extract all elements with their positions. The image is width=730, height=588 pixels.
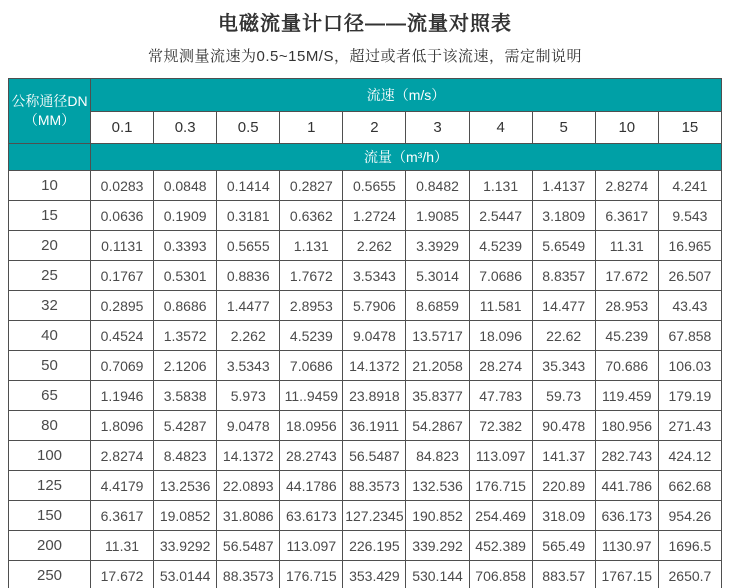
flow-value-cell: 106.03 xyxy=(658,351,721,381)
velocity-value-cell: 4 xyxy=(469,112,532,144)
flow-value-cell: 11.581 xyxy=(469,291,532,321)
dn-cell: 50 xyxy=(9,351,91,381)
flow-value-cell: 0.0283 xyxy=(91,171,154,201)
flow-value-cell: 35.343 xyxy=(532,351,595,381)
flow-value-cell: 70.686 xyxy=(595,351,658,381)
flow-value-cell: 11.31 xyxy=(91,531,154,561)
flow-value-cell: 14.477 xyxy=(532,291,595,321)
velocity-value-cell: 10 xyxy=(595,112,658,144)
dn-corner-header-line1: 公称通径DN xyxy=(11,93,88,110)
flow-value-cell: 22.62 xyxy=(532,321,595,351)
flow-value-cell: 318.09 xyxy=(532,501,595,531)
flow-value-cell: 36.1911 xyxy=(343,411,406,441)
flow-value-cell: 0.4524 xyxy=(91,321,154,351)
flow-value-cell: 63.6173 xyxy=(280,501,343,531)
flow-value-cell: 4.241 xyxy=(658,171,721,201)
flow-value-cell: 226.195 xyxy=(343,531,406,561)
flow-value-cell: 636.173 xyxy=(595,501,658,531)
flow-value-cell: 0.5655 xyxy=(217,231,280,261)
flow-value-cell: 45.239 xyxy=(595,321,658,351)
flow-value-cell: 3.5343 xyxy=(217,351,280,381)
flow-value-cell: 441.786 xyxy=(595,471,658,501)
flow-rate-table xyxy=(8,78,722,588)
velocity-values-row xyxy=(9,112,722,144)
dn-cell: 200 xyxy=(9,531,91,561)
flow-value-cell: 565.49 xyxy=(532,531,595,561)
table-row xyxy=(9,261,722,291)
flow-value-cell: 662.68 xyxy=(658,471,721,501)
flow-value-cell: 17.672 xyxy=(595,261,658,291)
flow-value-cell: 176.715 xyxy=(280,561,343,588)
flow-value-cell: 2650.7 xyxy=(658,561,721,588)
flow-value-cell: 44.1786 xyxy=(280,471,343,501)
flow-value-cell: 0.5655 xyxy=(343,171,406,201)
flow-value-cell: 282.743 xyxy=(595,441,658,471)
flow-value-cell: 132.536 xyxy=(406,471,469,501)
flow-value-cell: 28.2743 xyxy=(280,441,343,471)
flow-value-cell: 254.469 xyxy=(469,501,532,531)
dn-cell: 100 xyxy=(9,441,91,471)
flow-value-cell: 31.8086 xyxy=(217,501,280,531)
flow-value-cell: 6.3617 xyxy=(91,501,154,531)
table-row xyxy=(9,291,722,321)
table-row xyxy=(9,171,722,201)
flow-value-cell: 11..9459 xyxy=(280,381,343,411)
flow-value-cell: 28.953 xyxy=(595,291,658,321)
dn-cell: 20 xyxy=(9,231,91,261)
dn-cell: 25 xyxy=(9,261,91,291)
dn-corner-header-line2: （MM） xyxy=(23,112,76,128)
flow-value-cell: 11.31 xyxy=(595,231,658,261)
flow-value-cell: 127.2345 xyxy=(343,501,406,531)
flow-value-cell: 18.096 xyxy=(469,321,532,351)
flow-value-cell: 2.8274 xyxy=(91,441,154,471)
flow-value-cell: 13.2536 xyxy=(154,471,217,501)
table-row xyxy=(9,501,722,531)
flow-value-cell: 26.507 xyxy=(658,261,721,291)
flow-value-cell: 14.1372 xyxy=(343,351,406,381)
table-row xyxy=(9,351,722,381)
table-row xyxy=(9,561,722,588)
flow-value-cell: 220.89 xyxy=(532,471,595,501)
flow-value-cell: 0.8836 xyxy=(217,261,280,291)
flow-value-cell: 954.26 xyxy=(658,501,721,531)
flow-value-cell: 9.543 xyxy=(658,201,721,231)
flow-value-cell: 113.097 xyxy=(469,441,532,471)
flow-value-cell: 179.19 xyxy=(658,381,721,411)
flow-value-cell: 35.8377 xyxy=(406,381,469,411)
flow-value-cell: 271.43 xyxy=(658,411,721,441)
flow-value-cell: 43.43 xyxy=(658,291,721,321)
flow-value-cell: 1.4477 xyxy=(217,291,280,321)
flow-value-cell: 452.389 xyxy=(469,531,532,561)
flow-value-cell: 339.292 xyxy=(406,531,469,561)
dn-cell: 65 xyxy=(9,381,91,411)
dn-cell: 10 xyxy=(9,171,91,201)
velocity-value-cell: 5 xyxy=(532,112,595,144)
flow-value-cell: 3.3929 xyxy=(406,231,469,261)
dn-cell: 150 xyxy=(9,501,91,531)
flow-value-cell: 67.858 xyxy=(658,321,721,351)
velocity-value-cell: 2 xyxy=(343,112,406,144)
flow-value-cell: 0.8686 xyxy=(154,291,217,321)
flow-value-cell: 2.5447 xyxy=(469,201,532,231)
flow-value-cell: 1.1946 xyxy=(91,381,154,411)
flow-value-cell: 22.0893 xyxy=(217,471,280,501)
table-row xyxy=(9,531,722,561)
flow-value-cell: 6.3617 xyxy=(595,201,658,231)
flow-value-cell: 141.37 xyxy=(532,441,595,471)
flow-value-cell: 3.1809 xyxy=(532,201,595,231)
flow-value-cell: 1767.15 xyxy=(595,561,658,588)
flow-value-cell: 2.1206 xyxy=(154,351,217,381)
flow-value-cell: 2.8274 xyxy=(595,171,658,201)
flow-value-cell: 3.5838 xyxy=(154,381,217,411)
flow-band-label: 流量（m³/h） xyxy=(91,144,722,171)
flow-value-cell: 56.5487 xyxy=(343,441,406,471)
flow-value-cell: 190.852 xyxy=(406,501,469,531)
flow-value-cell: 7.0686 xyxy=(280,351,343,381)
velocity-value-cell: 0.5 xyxy=(217,112,280,144)
flow-value-cell: 1696.5 xyxy=(658,531,721,561)
flow-value-cell: 19.0852 xyxy=(154,501,217,531)
table-row xyxy=(9,231,722,261)
velocity-value-cell: 0.1 xyxy=(91,112,154,144)
flow-value-cell: 72.382 xyxy=(469,411,532,441)
flow-value-cell: 88.3573 xyxy=(217,561,280,588)
flow-value-cell: 0.0636 xyxy=(91,201,154,231)
flow-value-cell: 1.3572 xyxy=(154,321,217,351)
flow-value-cell: 1.4137 xyxy=(532,171,595,201)
flow-value-cell: 883.57 xyxy=(532,561,595,588)
flow-band-spacer xyxy=(9,144,91,171)
dn-corner-header xyxy=(9,79,91,144)
flow-value-cell: 0.1767 xyxy=(91,261,154,291)
dn-cell: 32 xyxy=(9,291,91,321)
flow-value-cell: 1.131 xyxy=(280,231,343,261)
velocity-value-cell: 1 xyxy=(280,112,343,144)
flow-value-cell: 353.429 xyxy=(343,561,406,588)
flow-value-cell: 0.1131 xyxy=(91,231,154,261)
flow-value-cell: 33.9292 xyxy=(154,531,217,561)
flow-value-cell: 7.0686 xyxy=(469,261,532,291)
flow-value-cell: 530.144 xyxy=(406,561,469,588)
flow-value-cell: 1.2724 xyxy=(343,201,406,231)
velocity-value-cell: 0.3 xyxy=(154,112,217,144)
flow-value-cell: 8.6859 xyxy=(406,291,469,321)
flow-value-cell: 119.459 xyxy=(595,381,658,411)
flow-value-cell: 5.7906 xyxy=(343,291,406,321)
flow-value-cell: 28.274 xyxy=(469,351,532,381)
flow-value-cell: 2.262 xyxy=(343,231,406,261)
flow-value-cell: 176.715 xyxy=(469,471,532,501)
flow-value-cell: 47.783 xyxy=(469,381,532,411)
velocity-band-label: 流速（m/s） xyxy=(91,79,722,112)
flow-value-cell: 54.2867 xyxy=(406,411,469,441)
flow-value-cell: 0.7069 xyxy=(91,351,154,381)
flow-value-cell: 84.823 xyxy=(406,441,469,471)
flow-value-cell: 113.097 xyxy=(280,531,343,561)
table-row xyxy=(9,321,722,351)
flow-value-cell: 1.7672 xyxy=(280,261,343,291)
flow-value-cell: 0.3181 xyxy=(217,201,280,231)
flow-value-cell: 1.9085 xyxy=(406,201,469,231)
page-title: 电磁流量计口径——流量对照表 xyxy=(218,13,512,35)
flow-value-cell: 56.5487 xyxy=(217,531,280,561)
velocity-header-row xyxy=(9,79,722,112)
dn-cell: 15 xyxy=(9,201,91,231)
flow-value-cell: 4.5239 xyxy=(280,321,343,351)
dn-cell: 80 xyxy=(9,411,91,441)
flow-value-cell: 5.6549 xyxy=(532,231,595,261)
flow-value-cell: 13.5717 xyxy=(406,321,469,351)
flow-value-cell: 180.956 xyxy=(595,411,658,441)
flow-value-cell: 0.8482 xyxy=(406,171,469,201)
flow-value-cell: 1.131 xyxy=(469,171,532,201)
flow-value-cell: 1.8096 xyxy=(91,411,154,441)
flow-value-cell: 90.478 xyxy=(532,411,595,441)
dn-cell: 125 xyxy=(9,471,91,501)
flow-value-cell: 5.973 xyxy=(217,381,280,411)
flow-value-cell: 8.8357 xyxy=(532,261,595,291)
flow-value-cell: 0.1414 xyxy=(217,171,280,201)
flow-value-cell: 4.5239 xyxy=(469,231,532,261)
flow-value-cell: 8.4823 xyxy=(154,441,217,471)
flow-value-cell: 706.858 xyxy=(469,561,532,588)
flow-value-cell: 5.4287 xyxy=(154,411,217,441)
flow-value-cell: 4.4179 xyxy=(91,471,154,501)
flow-value-cell: 3.5343 xyxy=(343,261,406,291)
flow-value-cell: 2.8953 xyxy=(280,291,343,321)
flow-value-cell: 17.672 xyxy=(91,561,154,588)
velocity-value-cell: 15 xyxy=(658,112,721,144)
flow-value-cell: 0.0848 xyxy=(154,171,217,201)
page-subtitle: 常规测量流速为0.5~15M/S，超过或者低于该流速，需定制说明 xyxy=(148,48,582,65)
flow-value-cell: 5.3014 xyxy=(406,261,469,291)
table-row xyxy=(9,381,722,411)
flow-value-cell: 2.262 xyxy=(217,321,280,351)
flow-value-cell: 88.3573 xyxy=(343,471,406,501)
dn-cell: 250 xyxy=(9,561,91,588)
flow-value-cell: 23.8918 xyxy=(343,381,406,411)
flow-value-cell: 0.3393 xyxy=(154,231,217,261)
velocity-value-cell: 3 xyxy=(406,112,469,144)
flow-value-cell: 16.965 xyxy=(658,231,721,261)
flow-value-cell: 9.0478 xyxy=(343,321,406,351)
flow-value-cell: 53.0144 xyxy=(154,561,217,588)
table-row xyxy=(9,471,722,501)
flow-value-cell: 18.0956 xyxy=(280,411,343,441)
flow-header-row xyxy=(9,144,722,171)
flow-value-cell: 0.5301 xyxy=(154,261,217,291)
flow-value-cell: 14.1372 xyxy=(217,441,280,471)
dn-cell: 40 xyxy=(9,321,91,351)
flow-value-cell: 424.12 xyxy=(658,441,721,471)
flow-value-cell: 0.2827 xyxy=(280,171,343,201)
table-row xyxy=(9,201,722,231)
flow-value-cell: 59.73 xyxy=(532,381,595,411)
flow-value-cell: 0.2895 xyxy=(91,291,154,321)
flow-value-cell: 1130.97 xyxy=(595,531,658,561)
flow-value-cell: 0.6362 xyxy=(280,201,343,231)
flow-value-cell: 9.0478 xyxy=(217,411,280,441)
table-row xyxy=(9,441,722,471)
flow-value-cell: 21.2058 xyxy=(406,351,469,381)
table-row xyxy=(9,411,722,441)
flow-value-cell: 0.1909 xyxy=(154,201,217,231)
